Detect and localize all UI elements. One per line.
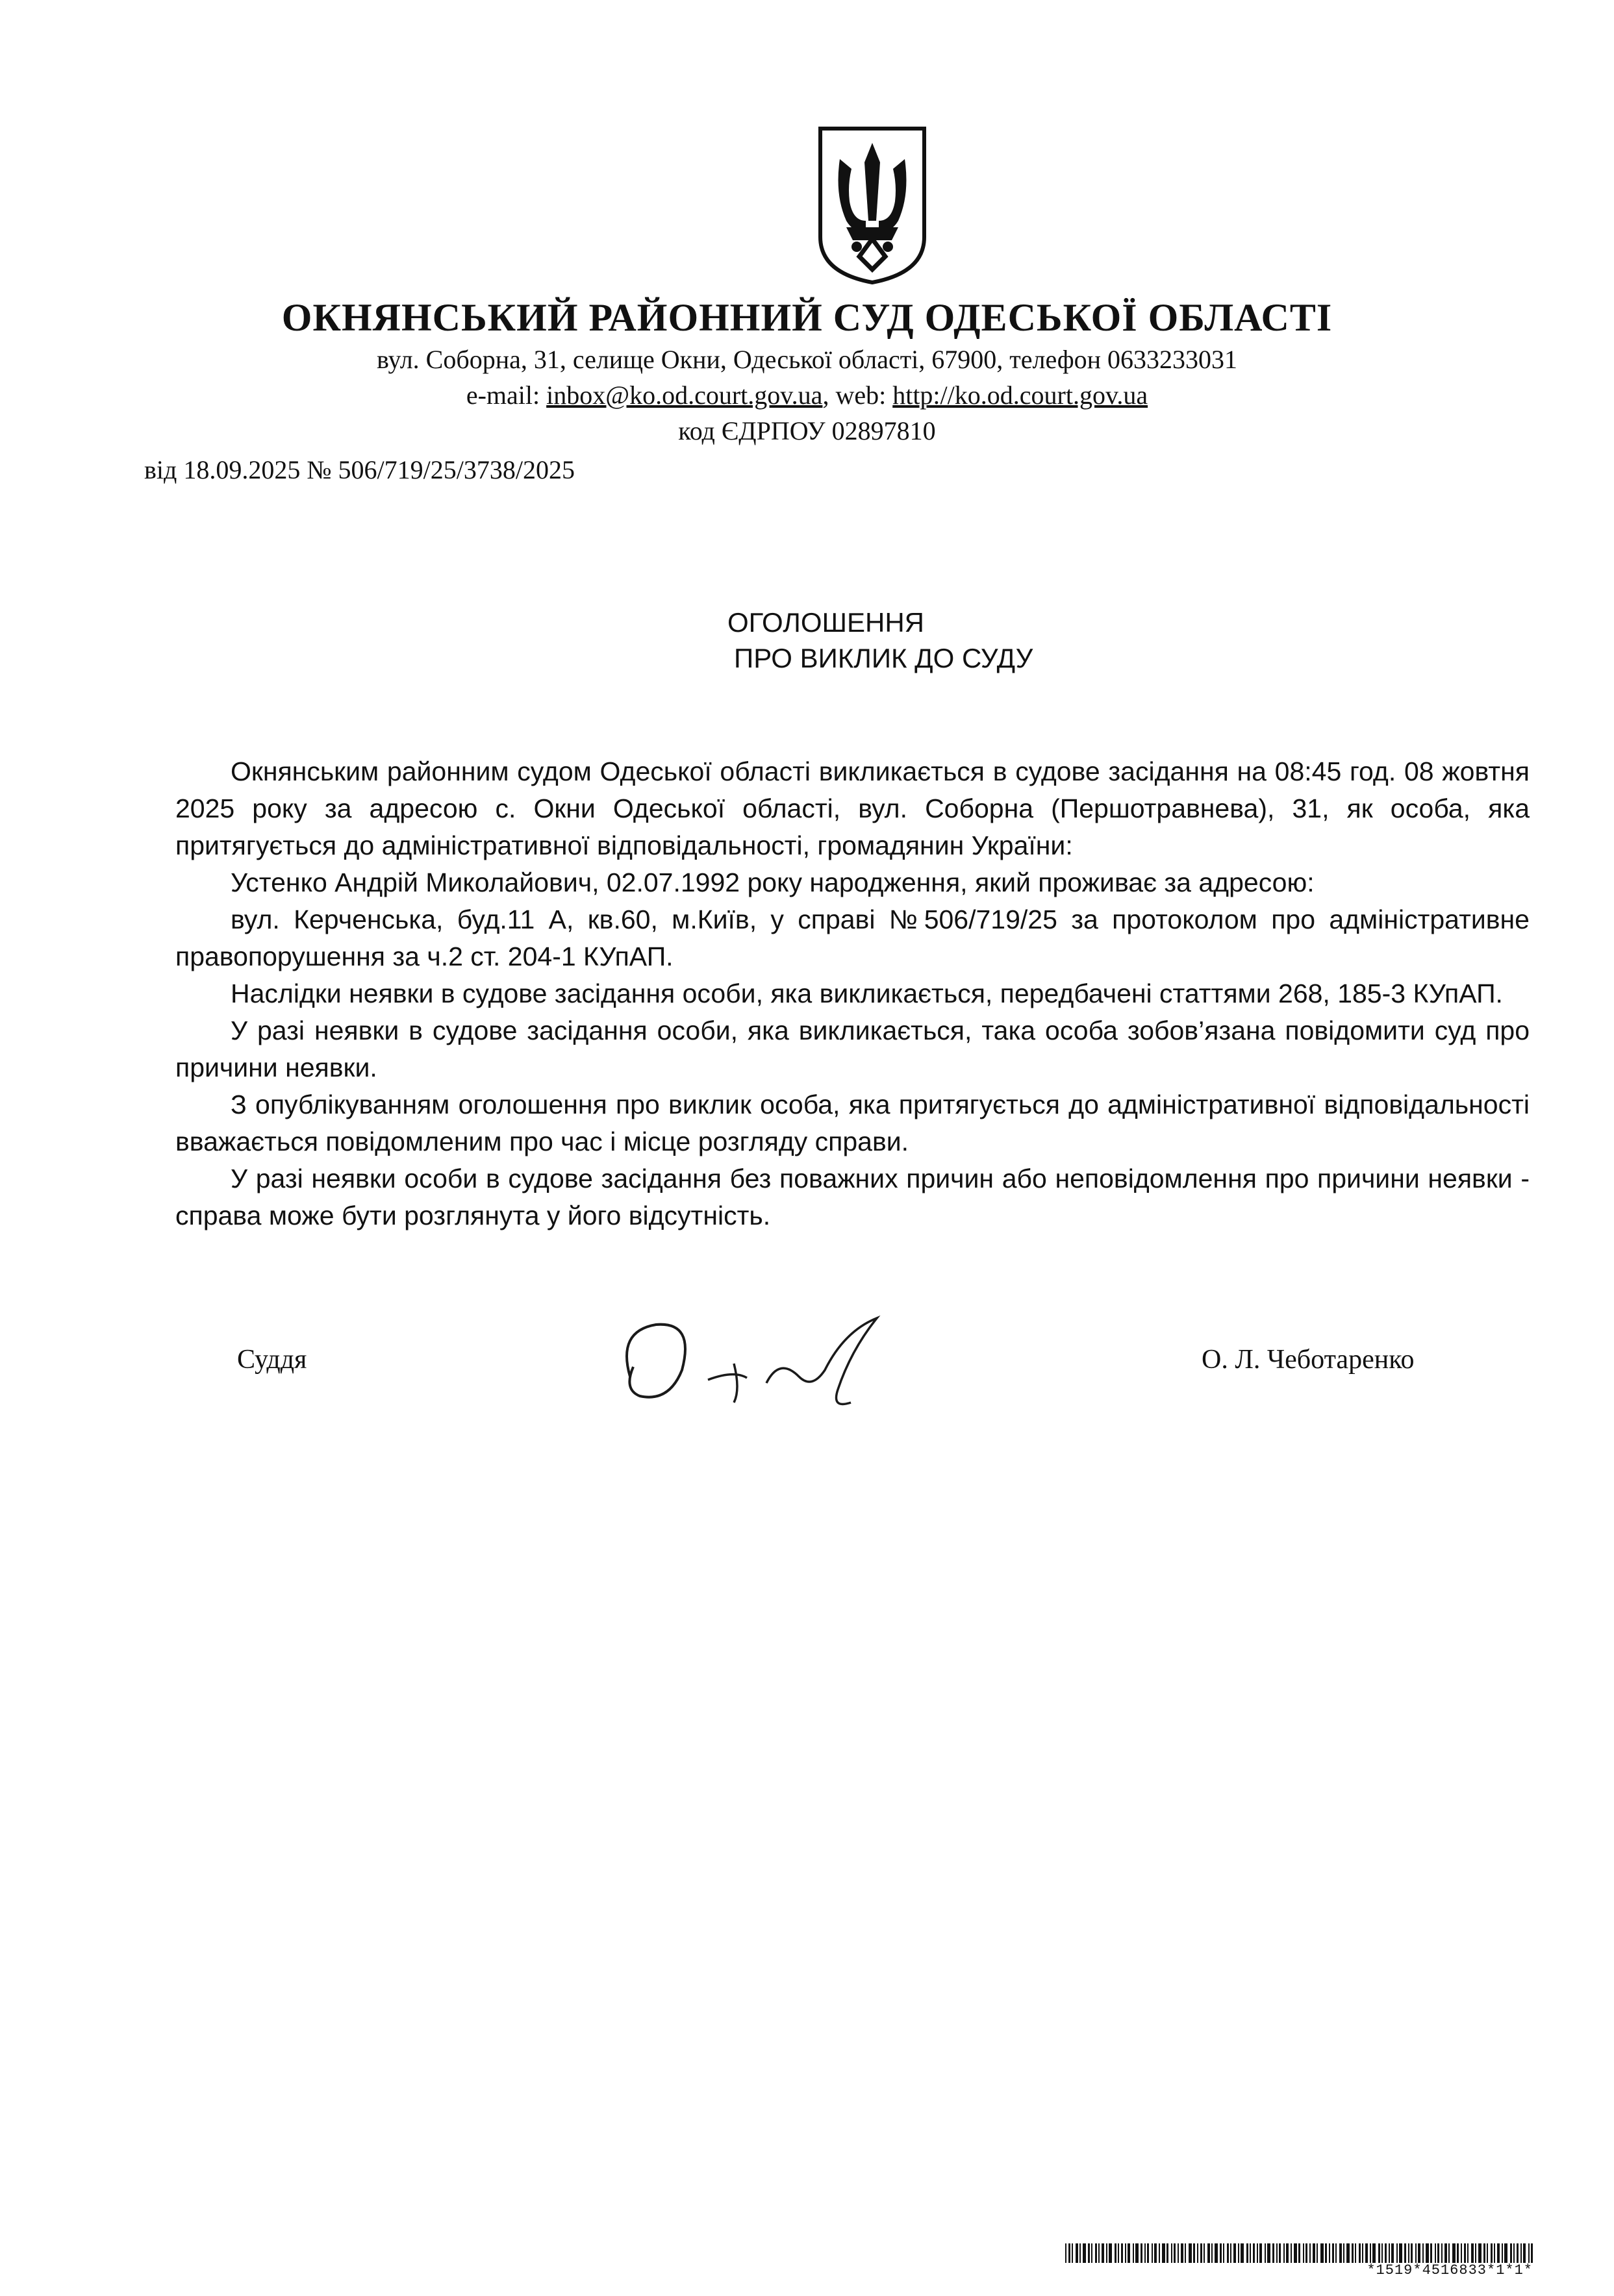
barcode-bar bbox=[1309, 2243, 1311, 2263]
barcode-bar bbox=[1197, 2243, 1198, 2263]
barcode-bar bbox=[1404, 2243, 1406, 2263]
barcode-bar bbox=[1513, 2243, 1515, 2263]
barcode-bar bbox=[1207, 2243, 1210, 2263]
barcode-bar bbox=[1125, 2243, 1126, 2263]
barcode-bar bbox=[1241, 2243, 1244, 2263]
body-paragraph: Наслідки неявки в судове засідання особи, яка викликається, передбачені статтями 268, 185-3 КУпАП. bbox=[231, 979, 1503, 1008]
barcode-bar bbox=[1265, 2243, 1266, 2263]
web-label: , web: bbox=[822, 381, 893, 410]
barcode-bar bbox=[1178, 2243, 1179, 2263]
web-link[interactable]: http://ko.od.court.gov.ua bbox=[892, 381, 1148, 410]
barcode-bar bbox=[1294, 2243, 1297, 2263]
barcode-bar bbox=[1098, 2243, 1100, 2263]
barcode-bar bbox=[1171, 2243, 1172, 2263]
barcode-bar bbox=[1152, 2243, 1153, 2263]
barcode-bar bbox=[1141, 2243, 1142, 2263]
barcode-bar bbox=[1257, 2243, 1258, 2263]
barcode-bar bbox=[1448, 2243, 1450, 2263]
barcode-bar bbox=[1457, 2243, 1459, 2263]
barcode-bar bbox=[1267, 2243, 1270, 2263]
barcode-bar bbox=[1491, 2243, 1493, 2263]
barcode-bar bbox=[1121, 2243, 1123, 2263]
barcode-bar bbox=[1435, 2243, 1436, 2263]
barcode-bar bbox=[1115, 2243, 1116, 2263]
coat-of-arms-icon bbox=[814, 123, 931, 286]
barcode-bar bbox=[1220, 2243, 1222, 2263]
barcode-bar bbox=[1339, 2243, 1342, 2263]
barcode-bar bbox=[1510, 2243, 1512, 2263]
barcode-bar bbox=[1475, 2243, 1476, 2263]
barcode-bar bbox=[1391, 2243, 1394, 2263]
barcode-bar bbox=[1154, 2243, 1157, 2263]
barcode-bar bbox=[1068, 2243, 1070, 2263]
barcode-bar bbox=[1332, 2243, 1334, 2263]
barcode-bar bbox=[1441, 2243, 1443, 2263]
barcode-bar bbox=[1298, 2243, 1300, 2263]
barcode-bar bbox=[1162, 2243, 1165, 2263]
barcode-bar bbox=[1133, 2243, 1134, 2263]
barcode-bar bbox=[1276, 2243, 1278, 2263]
barcode-bar bbox=[1102, 2243, 1104, 2263]
barcode-bar bbox=[1215, 2243, 1218, 2263]
body-paragraph: Устенко Андрій Миколайович, 02.07.1992 року народження, який проживає за адресою: bbox=[231, 867, 1315, 897]
barcode-bar bbox=[1174, 2243, 1176, 2263]
barcode-number: *1519*4516833*1*1* bbox=[1367, 2262, 1533, 2278]
barcode-bar bbox=[1095, 2243, 1097, 2263]
barcode-bar bbox=[1250, 2243, 1251, 2263]
court-name: ОКНЯНСЬКИЙ РАЙОННИЙ СУД ОДЕСЬКОЇ ОБЛАСТІ bbox=[281, 296, 1333, 339]
barcode-bar bbox=[1159, 2243, 1160, 2263]
barcode-bar bbox=[1517, 2243, 1519, 2263]
barcode-bar bbox=[1223, 2243, 1224, 2263]
handwritten-signature bbox=[604, 1305, 929, 1422]
barcode-bar bbox=[1303, 2243, 1304, 2263]
barcode-bar bbox=[1233, 2243, 1236, 2263]
barcode-bar bbox=[1422, 2243, 1424, 2263]
barcode-bar bbox=[1346, 2243, 1350, 2263]
barcode-bar bbox=[1408, 2243, 1409, 2263]
barcode-bar bbox=[1259, 2243, 1262, 2263]
announcement-title: ОГОЛОШЕННЯ bbox=[727, 607, 924, 638]
barcode-bar bbox=[1329, 2243, 1330, 2263]
barcode-bar bbox=[1083, 2243, 1086, 2263]
court-address: вул. Соборна, 31, селище Окни, Одеської області, 67900, телефон 0633233031 bbox=[376, 345, 1238, 374]
body-paragraph: вул. Керченська, буд.11 А, кв.60, м.Київ, у справі №506/719/25 за протоколом про адміністративне правопорушення за ч.2 ст. 204-1 КУпАП. bbox=[175, 905, 1530, 971]
barcode-bar bbox=[1471, 2243, 1474, 2263]
barcode-bar bbox=[1109, 2243, 1112, 2263]
barcode-bar bbox=[1531, 2243, 1533, 2263]
barcode-bar bbox=[1437, 2243, 1439, 2263]
barcode-bar bbox=[1467, 2243, 1469, 2263]
barcode-bar bbox=[1520, 2243, 1522, 2263]
edrpou-code: код ЄДРПОУ 02897810 bbox=[678, 416, 936, 445]
judge-name: О. Л. Чеботаренко bbox=[1202, 1345, 1415, 1375]
barcode-bar bbox=[1504, 2243, 1507, 2263]
barcode-bar bbox=[1147, 2243, 1149, 2263]
barcode-bar bbox=[1343, 2243, 1344, 2263]
body-paragraph: Окнянським районним судом Одеської області викликається в судове засідання на 08:45 год. 08 жовтня 2025 року за адресою с. Окни Одеської області, вул. Соборна (Першотравнева), 31, як особа, яка притягується до адміністративної відповідальності, громадянин України: bbox=[175, 756, 1530, 860]
barcode-bar bbox=[1497, 2243, 1500, 2263]
barcode-bar bbox=[1399, 2243, 1402, 2263]
barcode-bar bbox=[1088, 2243, 1090, 2263]
barcode-bar bbox=[1279, 2243, 1281, 2263]
barcode-bar bbox=[1415, 2243, 1417, 2263]
announcement-body bbox=[175, 753, 1530, 1234]
barcode-bar bbox=[1185, 2243, 1186, 2263]
barcode-bar bbox=[1444, 2243, 1447, 2263]
barcode-bar bbox=[1461, 2243, 1462, 2263]
barcode-bar bbox=[1283, 2243, 1285, 2263]
barcode-bar bbox=[1325, 2243, 1327, 2263]
barcode-bar bbox=[1502, 2243, 1503, 2263]
body-paragraph: З опублікуванням оголошення про виклик особа, яка притягується до адміністративної відповідальності вважається повідомленим про час і місце розгляду справи. bbox=[175, 1090, 1530, 1156]
barcode-bar bbox=[1144, 2243, 1146, 2263]
barcode-bar bbox=[1189, 2243, 1192, 2263]
barcode-bar bbox=[1128, 2243, 1130, 2263]
barcode-bar bbox=[1135, 2243, 1139, 2263]
barcode-bar bbox=[1313, 2243, 1315, 2263]
barcode-bar bbox=[1365, 2243, 1368, 2263]
barcode-bar bbox=[1238, 2243, 1239, 2263]
barcode-bar bbox=[1072, 2243, 1073, 2263]
barcode-bar bbox=[1079, 2243, 1081, 2263]
barcode-bar bbox=[1426, 2243, 1429, 2263]
barcode-bar bbox=[1305, 2243, 1307, 2263]
barcode-bar bbox=[1230, 2243, 1231, 2263]
barcode-bar bbox=[1396, 2243, 1398, 2263]
barcode-bar bbox=[1389, 2243, 1390, 2263]
judge-role: Суддя bbox=[237, 1345, 307, 1375]
barcode-bar bbox=[1430, 2243, 1432, 2263]
barcode-bar bbox=[1118, 2243, 1119, 2263]
barcode-bar bbox=[1253, 2243, 1255, 2263]
barcode-bar bbox=[1204, 2243, 1205, 2263]
barcode-bar bbox=[1272, 2243, 1274, 2263]
barcode-bar bbox=[1418, 2243, 1420, 2263]
barcode-bar bbox=[1200, 2243, 1202, 2263]
barcode-bar bbox=[1317, 2243, 1318, 2263]
barcode-bar bbox=[1483, 2243, 1485, 2263]
barcode-bar bbox=[1381, 2243, 1383, 2263]
barcode-bar bbox=[1320, 2243, 1324, 2263]
barcode-bar bbox=[1291, 2243, 1292, 2263]
barcode-bar bbox=[1091, 2243, 1092, 2263]
announcement-subtitle: ПРО ВИКЛИК ДО СУДУ bbox=[734, 643, 1033, 673]
barcode-bar bbox=[1370, 2243, 1371, 2263]
barcode-bar bbox=[1411, 2243, 1413, 2263]
barcode-bar bbox=[1166, 2243, 1168, 2263]
barcode-bar bbox=[1494, 2243, 1495, 2263]
barcode-bar bbox=[1076, 2243, 1078, 2263]
body-paragraph: У разі неявки в судове засідання особи, яка викликається, така особа зобов’язана повідомити суд про причини неявки. bbox=[175, 1016, 1530, 1082]
barcode-bar bbox=[1378, 2243, 1380, 2263]
barcode-bar bbox=[1352, 2243, 1354, 2263]
barcode-bar bbox=[1487, 2243, 1488, 2263]
barcode-bar bbox=[1528, 2243, 1530, 2263]
barcode-bar bbox=[1464, 2243, 1466, 2263]
barcode-bar bbox=[1211, 2243, 1213, 2263]
court-contacts bbox=[0, 380, 1614, 410]
barcode-bar bbox=[1385, 2243, 1387, 2263]
barcode-bar bbox=[1286, 2243, 1289, 2263]
barcode-bar bbox=[1181, 2243, 1183, 2263]
barcode-bar bbox=[1362, 2243, 1363, 2263]
barcode-bar bbox=[1335, 2243, 1337, 2263]
barcode-bar bbox=[1193, 2243, 1195, 2263]
barcode bbox=[1065, 2243, 1533, 2263]
barcode-bar bbox=[1106, 2243, 1107, 2263]
barcode-bar bbox=[1359, 2243, 1361, 2263]
barcode-bar bbox=[1372, 2243, 1376, 2263]
barcode-bar bbox=[1355, 2243, 1356, 2263]
document-reference: від 18.09.2025 № 506/719/25/3738/2025 bbox=[144, 455, 575, 484]
barcode-bar bbox=[1227, 2243, 1229, 2263]
barcode-bar bbox=[1478, 2243, 1482, 2263]
barcode-bar bbox=[1246, 2243, 1248, 2263]
barcode-bar bbox=[1523, 2243, 1526, 2263]
email-link[interactable]: inbox@ko.od.court.gov.ua bbox=[546, 381, 823, 410]
body-paragraph: У разі неявки особи в судове засідання без поважних причин або неповідомлення про причини неявки - справа може бути розглянута у його відсутність. bbox=[175, 1164, 1530, 1230]
barcode-bar bbox=[1452, 2243, 1456, 2263]
barcode-bar bbox=[1065, 2243, 1066, 2263]
email-label: e-mail: bbox=[466, 381, 547, 410]
